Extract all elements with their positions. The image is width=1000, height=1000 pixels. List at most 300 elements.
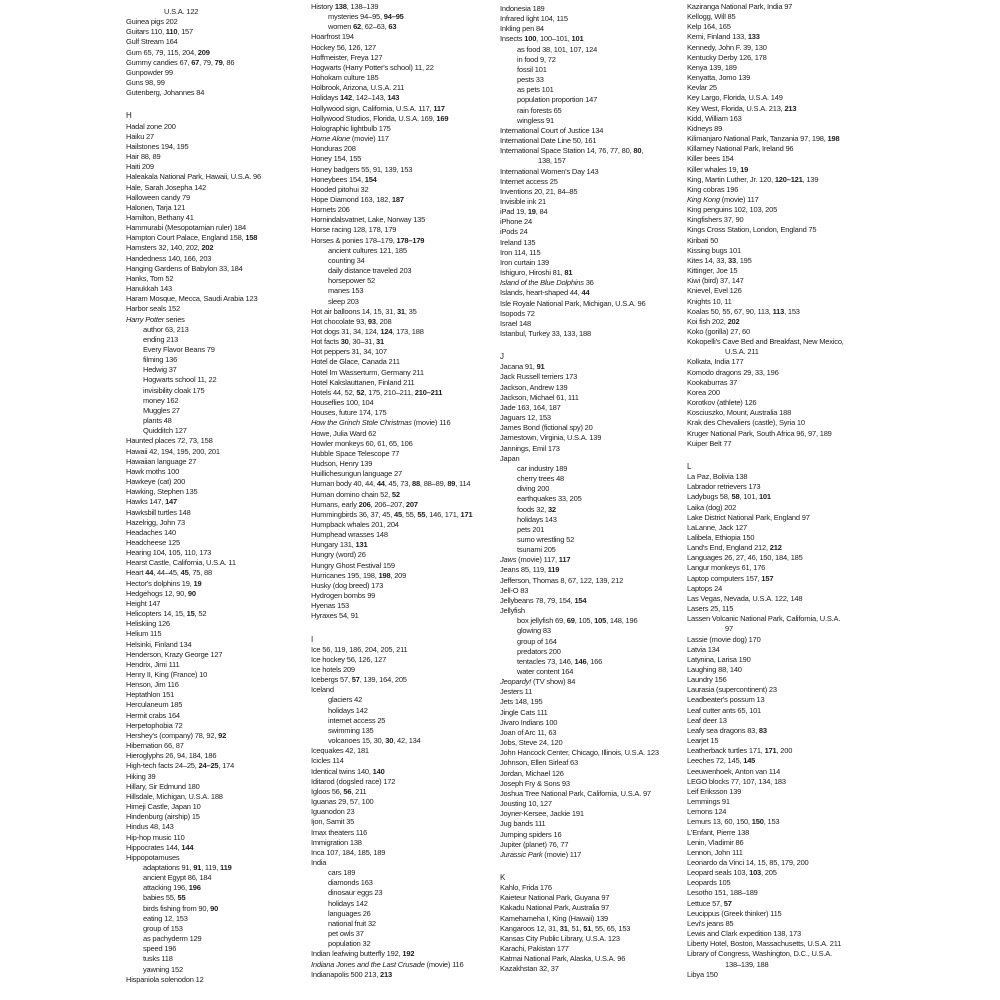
index-entry: Husky (dog breed) 173 [311,580,384,590]
index-entry: Indianapolis 500 213, 213 [311,969,392,979]
index-entry: Levi's jeans 85 [687,918,734,928]
index-entry: Houseflies 100, 104 [311,398,374,408]
index-entry: Key Largo, Florida, U.S.A. 149 [687,93,783,103]
index-entry: iPad 19, 19, 84 [500,207,548,217]
index-entry: How the Grinch Stole Christmas (movie) 116 [311,418,451,428]
index-subentry: Hogwarts school 11, 22 [143,375,217,385]
index-entry: Imax theaters 116 [311,827,368,837]
index-entry: Hispaniola solenodon 12 [126,974,204,984]
index-entry: Hector's dolphins 19, 19 [126,578,202,588]
index-entry: Kemi, Finland 133, 133 [687,32,760,42]
index-entry: Kings Cross Station, London, England 75 [687,225,817,235]
index-entry: Herpetophobia 72 [126,720,183,730]
index-entry: Laughing 88, 140 [687,665,742,674]
index-entry: Hanukkah 143 [126,284,172,294]
index-entry: Jug bands 111 [500,819,546,829]
index-entry: Jack Russell terriers 173 [500,372,578,382]
index-subentry: Hedwig 37 [143,365,177,375]
index-entry: Kazakhstan 32, 37 [500,964,559,974]
index-entry: Hotel de Glace, Canada 211 [311,357,400,367]
index-entry: Heliskiing 126 [126,619,170,629]
index-subentry: tusks 118 [143,954,173,964]
index-entry: Kingfishers 37, 90 [687,215,744,225]
index-entry: Kidneys 89 [687,123,723,133]
index-entry: Kidd, William 163 [687,113,742,123]
index-subentry: invisibility cloak 175 [143,385,205,395]
index-entry: Jets 148, 195 [500,697,543,707]
index-subentry: counting 34 [328,255,365,265]
index-entry: Hamilton, Bethany 41 [126,212,194,222]
index-subentry: women 62, 62–63, 63 [328,22,397,32]
index-entry: Leadbeater's possum 13 [687,695,765,705]
index-entry: Humans, early 206, 206–207, 207 [311,499,418,509]
index-entry: Latvia 134 [687,644,720,654]
index-entry: Indian leafwing butterfly 192, 192 [311,949,415,959]
index-column-3 [500,4,686,975]
index-entry: Kruger National Park, South Africa 96, 97, 189 [687,428,832,438]
index-entry: Hudson, Henry 139 [311,459,373,469]
index-entry: Henson, Jim 116 [126,680,179,690]
index-entry: Laptop computers 157, 157 [687,573,774,583]
index-subentry: attacking 196, 196 [143,883,201,893]
index-entry: Handedness 140, 166, 203 [126,253,212,263]
index-subentry: fossil 101 [517,64,547,74]
index-subentry: as pets 101 [517,85,554,95]
index-entry: Isopods 72 [500,308,535,318]
index-entry: Height 147 [126,598,161,608]
index-entry: Hiking 39 [126,771,156,781]
index-entry: Honey badgers 55, 91, 139, 153 [311,164,413,174]
index-entry: Ice hotels 209 [311,665,355,674]
index-subentry: plants 48 [143,416,172,426]
index-entry: Hearing 104, 105, 110, 173 [126,548,212,558]
index-entry: Hillary, Sir Edmund 180 [126,781,200,791]
index-entry: Lemurs 13, 60, 150, 150, 153 [687,817,780,827]
index-entry: Johnson, Ellen Sirleaf 63 [500,758,578,768]
entry-continuation: 97 [725,624,733,634]
index-entry: Halloween candy 79 [126,192,190,202]
index-entry: Insects 100, 100–101, 101 [500,34,584,44]
index-entry: Holbrook, Arizona, U.S.A. 211 [311,83,405,93]
index-entry: Hendrix, Jimi 111 [126,659,180,669]
index-entry: Haram Mosque, Mecca, Saudi Arabia 123 [126,294,258,304]
index-entry: Lassie (movie dog) 170 [687,634,761,644]
index-entry: Hawkeye (cat) 200 [126,477,186,487]
index-subentry: internet access 25 [328,715,386,725]
index-entry: Hoffmeister, Freya 127 [311,52,383,62]
index-entry: Lesotho 151, 188–189 [687,888,758,898]
index-subentry: sleep 203 [328,296,359,306]
index-column-1 [126,7,312,985]
index-subentry: wingless 91 [517,115,554,125]
index-entry: Killarney National Park, Ireland 96 [687,144,794,154]
index-entry: Learjet 15 [687,736,719,746]
index-subentry: ancient Egypt 86, 184 [143,873,212,883]
index-entry: Leaf deer 13 [687,715,727,725]
index-entry: Jesters 11 [500,687,533,697]
index-entry: Kookaburras 37 [687,377,738,387]
index-subentry: cars 189 [328,868,356,878]
index-entry: Hawk moths 100 [126,466,180,476]
index-column-4 [687,2,999,980]
index-entry: Hedgehogs 12, 90, 90 [126,588,196,598]
index-entry: Katmai National Park, Alaska, U.S.A. 96 [500,954,626,964]
index-entry: Kahlo, Frida 176 [500,883,552,893]
index-entry: King penguins 102, 103, 205 [687,205,778,215]
index-entry: Hanks, Tom 52 [126,273,174,283]
index-entry: Heart 44, 44–45, 45, 75, 88 [126,568,212,578]
index-entry: Jannings, Emil 173 [500,443,560,453]
index-entry: Kiwi (bird) 37, 147 [687,276,744,286]
index-entry: Kissing bugs 101 [687,245,741,255]
index-entry: Igloos 56, 56, 211 [311,786,367,796]
index-entry: Hair 88, 89 [126,152,161,162]
index-entry: Indonesia 189 [500,4,545,13]
index-subentry: filming 136 [143,355,178,365]
index-entry: Hubble Space Telescope 77 [311,448,400,458]
index-entry: Lalibela, Ethiopia 150 [687,532,755,542]
index-entry: Kenyatta, Jomo 139 [687,73,751,83]
index-entry: Labrador retrievers 173 [687,482,761,492]
index-subentry: speed 196 [143,944,177,954]
index-entry: Hadal zone 200 [126,121,176,131]
index-subentry: holidays 143 [517,514,557,524]
index-entry: Jackson, Michael 61, 111 [500,392,579,402]
index-entry: Languages 26, 27, 46, 150, 184, 185 [687,553,803,563]
index-entry: Jordan, Michael 126 [500,768,564,778]
index-entry: Leeches 72, 145, 145 [687,756,756,766]
section-gap [126,98,312,111]
index-entry: Knievel, Evel 126 [687,286,742,296]
index-entry: India [311,857,327,867]
index-entry: Kites 14, 33, 33, 195 [687,255,752,265]
index-entry: Krak des Chevaliers (castle), Syria 10 [687,418,805,428]
entry-continuation: U.S.A. 122 [164,7,199,16]
index-entry: Ijon, Samit 35 [311,817,355,827]
index-entry: Kaziranga National Park, India 97 [687,2,793,11]
index-entry: Library of Congress, Washington, D.C., U.S.A. [687,949,832,959]
index-entry: Laundry 156 [687,675,727,685]
index-entry: Jeans 85, 119, 119 [500,565,560,575]
index-entry: International Date Line 50, 161 [500,136,597,146]
index-entry: Kosciuszko, Mount, Australia 188 [687,408,792,418]
index-entry: Hanging Gardens of Babylon 33, 184 [126,263,243,273]
index-subentry: glowing 83 [517,626,551,636]
index-entry: Joseph Fry & Sons 93 [500,778,570,788]
index-subentry: car industry 189 [517,463,568,473]
index-entry: Kelp 164, 165 [687,22,731,32]
index-entry: Jobs, Steve 24, 120 [500,738,563,748]
index-entry: Komodo dragons 29, 33, 196 [687,367,779,377]
index-entry: Howler monkeys 60, 61, 65, 106 [311,438,413,448]
index-entry: Koalas 50, 55, 67, 90, 113, 113, 153 [687,306,800,316]
index-entry: Haleakala National Park, Hawaii, U.S.A. 96 [126,172,262,182]
index-entry: Hammurabi (Mesopotamian ruler) 184 [126,223,246,233]
index-entry: Kaieteur National Park, Guyana 97 [500,893,610,903]
index-entry: Human body 40, 44, 44, 45, 73, 88, 88–89, 89, 114 [311,479,471,489]
index-entry: Hooded pitohui 32 [311,184,369,194]
index-entry: Hillsdale, Michigan, U.S.A. 188 [126,791,223,801]
index-entry: Liberty Hotel, Boston, Massachusetts, U.S.A. 211 [687,939,842,949]
index-subentry: pests 33 [517,75,544,85]
index-entry: Honduras 208 [311,144,356,154]
index-entry: Island of the Blue Dolphins 36 [500,278,594,288]
index-subentry: national fruit 32 [328,918,376,928]
index-entry: Horse racing 128, 178, 179 [311,225,397,235]
index-subentry: author 63, 213 [143,324,189,334]
index-entry: Hockey 56, 126, 127 [311,42,376,52]
index-subentry: languages 26 [328,908,371,918]
index-entry: Leafy sea dragons 83, 83 [687,725,767,735]
index-entry: History 138, 138–139 [311,2,379,11]
index-entry: Joyner-Kersee, Jackie 191 [500,809,584,819]
section-gap [311,622,497,635]
index-column-2 [311,2,497,980]
index-entry: Kokopelli's Cave Bed and Breakfast, New Mexico, [687,337,844,347]
index-entry: Hawaiian language 27 [126,456,197,466]
entry-continuation: U.S.A. 211 [725,347,759,357]
index-entry: Ishiguro, Hiroshi 81, 81 [500,268,573,278]
index-entry: International Space Station 14, 76, 77, 80, 80, [500,146,644,156]
index-entry: Leucippus (Greek thinker) 115 [687,908,782,918]
index-entry: Lenin, Vladimir 86 [687,837,744,847]
index-entry: Istanbul, Turkey 33, 133, 188 [500,329,591,338]
index-subentry: rain forests 65 [517,105,562,115]
index-entry: Ice 56, 119, 186, 204, 205, 211 [311,644,408,654]
index-subentry: daily distance traveled 203 [328,266,412,276]
index-entry: Leopard seals 103, 103, 205 [687,868,777,878]
section-gap [500,860,686,873]
index-entry: Islands, heart-shaped 44, 44 [500,288,590,298]
index-subentry: volcanoes 15, 30, 30, 42, 134 [328,736,421,746]
index-entry: Hindus 48, 143 [126,822,174,832]
index-subentry: Quidditch 127 [143,426,187,436]
index-subentry: water content 164 [517,667,574,676]
index-entry: Koko (gorilla) 27, 60 [687,327,750,336]
index-entry: Knights 10, 11 [687,296,732,306]
index-entry: Home Alone (movie) 117 [311,134,389,144]
index-entry: Hot dogs 31, 34, 124, 124, 173, 188 [311,327,424,336]
index-entry: Holographic lightbulb 175 [311,123,391,133]
index-entry: LEGO blocks 77, 107, 134, 183 [687,776,786,786]
index-entry: Haunted places 72, 73, 158 [126,436,213,446]
index-subentry: dinosaur eggs 23 [328,888,383,898]
index-subentry: earthquakes 33, 205 [517,494,582,504]
index-entry: LaLanne, Jack 127 [687,522,747,532]
index-entry: Gunpowder 99 [126,67,173,77]
index-entry: Inca 107, 184, 185, 189 [311,847,386,857]
index-entry: Jingle Cats 111 [500,707,548,717]
index-entry: Korea 200 [687,387,720,397]
index-subentry: horsepower 52 [328,276,376,286]
index-subentry: birds fishing from 90, 90 [143,903,219,913]
index-subentry: glaciers 42 [328,695,363,705]
index-entry: Hawks 147, 147 [126,497,177,507]
index-entry: Henderson, Krazy George 127 [126,649,223,659]
index-subentry: sumo wrestling 52 [517,534,575,544]
index-entry: Israel 148 [500,318,531,328]
section-letter: I [311,634,314,644]
index-entry: Icebergs 57, 57, 139, 164, 205 [311,675,407,685]
index-entry: Guitars 110, 110, 157 [126,27,193,37]
index-subentry: eating 12, 153 [143,913,188,923]
index-entry: Japan [500,453,520,463]
index-entry: Iditarod (dogsled race) 172 [311,776,396,786]
index-entry: Honeybees 154, 154 [311,174,377,184]
index-entry: Hyenas 153 [311,601,350,611]
index-subentry: tentacles 73, 146, 146, 166 [517,656,603,666]
index-entry: Gutenberg, Johannes 84 [126,88,205,98]
index-entry: Icicles 114 [311,756,344,766]
index-entry: Hamsters 32, 140, 202, 202 [126,243,214,253]
index-entry: Hampton Court Palace, England 158, 158 [126,233,258,243]
index-entry: High-tech facts 24–25, 24–25, 174 [126,761,235,771]
index-entry: Jefferson, Thomas 8, 67, 122, 139, 212 [500,575,624,585]
index-entry: Joshua Tree National Park, California, U.S.A. 97 [500,788,651,798]
index-entry: Hungry (word) 26 [311,550,366,560]
index-entry: Haiti 209 [126,162,154,172]
index-entry: Immigration 138 [311,837,362,847]
index-entry: Jacana 91, 91 [500,362,545,372]
index-entry: Jaws (movie) 117, 117 [500,555,571,565]
index-entry: Isle Royale National Park, Michigan, U.S.A. 96 [500,298,646,308]
index-entry: Hornindalsvatnet, Lake, Norway 135 [311,215,426,225]
index-entry: Kansas City Public Library, U.S.A. 123 [500,933,620,943]
index-entry: Hollywood sign, California, U.S.A. 117, 117 [311,103,445,113]
index-entry: Lettuce 57, 57 [687,898,732,908]
index-entry: Hotel Kakslauttanen, Finland 211 [311,377,415,387]
index-entry: Identical twins 140, 140 [311,766,385,776]
index-entry: Koi fish 202, 202 [687,316,740,326]
index-entry: Hale, Sarah Josepha 142 [126,182,207,192]
index-entry: Harry Potter series [126,314,185,324]
index-entry: Kolkata, India 177 [687,357,744,367]
index-subentry: swimming 135 [328,725,374,735]
index-entry: Jupiter (planet) 76, 77 [500,839,569,849]
index-subentry: diving 200 [517,484,550,494]
index-subentry: pet owls 37 [328,929,364,939]
index-entry: Headaches 140 [126,527,176,537]
index-subentry: predators 200 [517,646,561,656]
index-entry: International Women's Day 143 [500,166,599,176]
index-entry: iPods 24 [500,227,528,237]
index-entry: Honey 154, 155 [311,154,362,164]
index-entry: Leeuwenhoek, Anton van 114 [687,766,781,776]
index-entry: Hope Diamond 163, 182, 187 [311,194,404,204]
index-entry: Key West, Florida, U.S.A. 213, 213 [687,103,797,113]
index-entry: Leaf cutter ants 65, 101 [687,705,762,715]
index-entry: Hearst Castle, California, U.S.A. 11 [126,558,236,568]
index-entry: Jackson, Andrew 139 [500,382,568,392]
index-entry: Killer whales 19, 19 [687,164,749,174]
index-entry: Hot air balloons 14, 15, 31, 31, 35 [311,306,417,316]
index-entry: Iceland [311,685,334,695]
index-subentry: in food 9, 72 [517,54,556,64]
index-entry: Hot peppers 31, 34, 107 [311,347,387,357]
index-entry: Jousting 10, 127 [500,799,552,809]
index-entry: Jamestown, Virginia, U.S.A. 139 [500,433,602,443]
index-entry: Karachi, Pakistan 177 [500,944,569,954]
index-entry: Haiku 27 [126,131,155,141]
index-subentry: Muggles 27 [143,405,180,415]
index-subentry: adaptations 91, 91, 119, 119 [143,862,232,872]
index-entry: Humpback whales 201, 204 [311,519,399,529]
index-entry: Hawking, Stephen 135 [126,487,198,497]
index-subentry: Every Flavor Beans 79 [143,345,215,354]
index-entry: Harbor seals 152 [126,304,180,314]
index-subentry: cherry trees 48 [517,474,565,484]
index-subentry: as food 38, 101, 107, 124 [517,44,598,54]
index-entry: Kittinger, Joe 15 [687,266,738,276]
index-entry: Humphead wrasses 148 [311,530,388,540]
index-subentry: pets 201 [517,524,545,534]
index-entry: Latynina, Larisa 190 [687,654,751,664]
index-entry: Heptathlon 151 [126,690,175,700]
index-entry: Kellogg, Will 85 [687,12,736,22]
index-entry: Kevlar 25 [687,83,717,93]
index-entry: Horses & ponies 178–179, 178–179 [311,235,425,245]
index-entry: Killer bees 154 [687,154,734,164]
index-entry: Hot facts 30, 30–31, 31 [311,337,384,347]
entry-continuation: 138, 157 [538,156,566,166]
index-entry: Hershey's (company) 78, 92, 92 [126,730,227,740]
index-entry: Headcheese 125 [126,537,180,547]
index-entry: Hindenburg (airship) 15 [126,812,200,822]
index-entry: Indiana Jones and the Last Crusade (movie) 116 [311,959,464,969]
index-entry: Iguanodon 23 [311,807,355,817]
index-entry: Laptops 24 [687,583,723,593]
index-entry: Lasers 25, 115 [687,604,734,614]
index-entry: Ladybugs 58, 58, 101, 101 [687,492,771,502]
index-entry: Jaguars 12, 153 [500,413,551,423]
index-entry: Helium 115 [126,629,162,639]
index-entry: La Paz, Bolivia 138 [687,472,748,482]
index-entry: Kuiper Belt 77 [687,438,732,448]
index-entry: Jellyfish [500,606,525,616]
index-entry: Kakadu National Park, Australia 97 [500,903,610,913]
index-subentry: mysteries 94–95, 94–95 [328,12,404,22]
index-entry: Laurasia (supercontinent) 23 [687,685,777,695]
index-entry: Gum 65, 79, 115, 204, 209 [126,47,210,57]
index-subentry: foods 32, 32 [517,504,556,514]
index-entry: Herculaneum 185 [126,700,183,710]
index-subentry: babies 55, 55 [143,893,186,903]
index-entry: Hungry Ghost Festival 159 [311,560,395,570]
index-entry: Halonen, Tarja 121 [126,202,186,212]
index-subentry: ending 213 [143,334,179,344]
index-entry: Laika (dog) 202 [687,502,737,512]
index-entry: Kangaroos 12, 31, 31, 51, 51, 55, 65, 153 [500,923,631,933]
index-entry: Guns 98, 99 [126,78,165,88]
index-entry: Kentucky Derby 126, 178 [687,52,767,62]
index-entry: Iron curtain 139 [500,257,549,267]
index-entry: Iguanas 29, 57, 100 [311,797,374,807]
index-subentry: money 162 [143,395,179,405]
index-entry: Lewis and Clark expedition 138, 173 [687,929,801,939]
index-entry: James Bond (fictional spy) 20 [500,423,593,433]
index-entry: Houses, future 174, 175 [311,408,387,418]
index-entry: Henry II, King (France) 10 [126,670,208,679]
index-entry: Jeopardy! (TV show) 84 [500,677,576,687]
index-entry: Guinea pigs 202 [126,17,178,27]
index-entry: Leopards 105 [687,878,731,888]
index-entry: Kamehameha I, King (Hawaii) 139 [500,913,609,923]
index-subentry: holidays 142 [328,705,368,715]
index-entry: Hydrogen bombs 99 [311,591,376,601]
index-entry: Hohokam culture 185 [311,73,379,83]
index-entry: King cobras 196 [687,184,739,194]
index-entry: Hazelrigg, John 73 [126,517,185,527]
